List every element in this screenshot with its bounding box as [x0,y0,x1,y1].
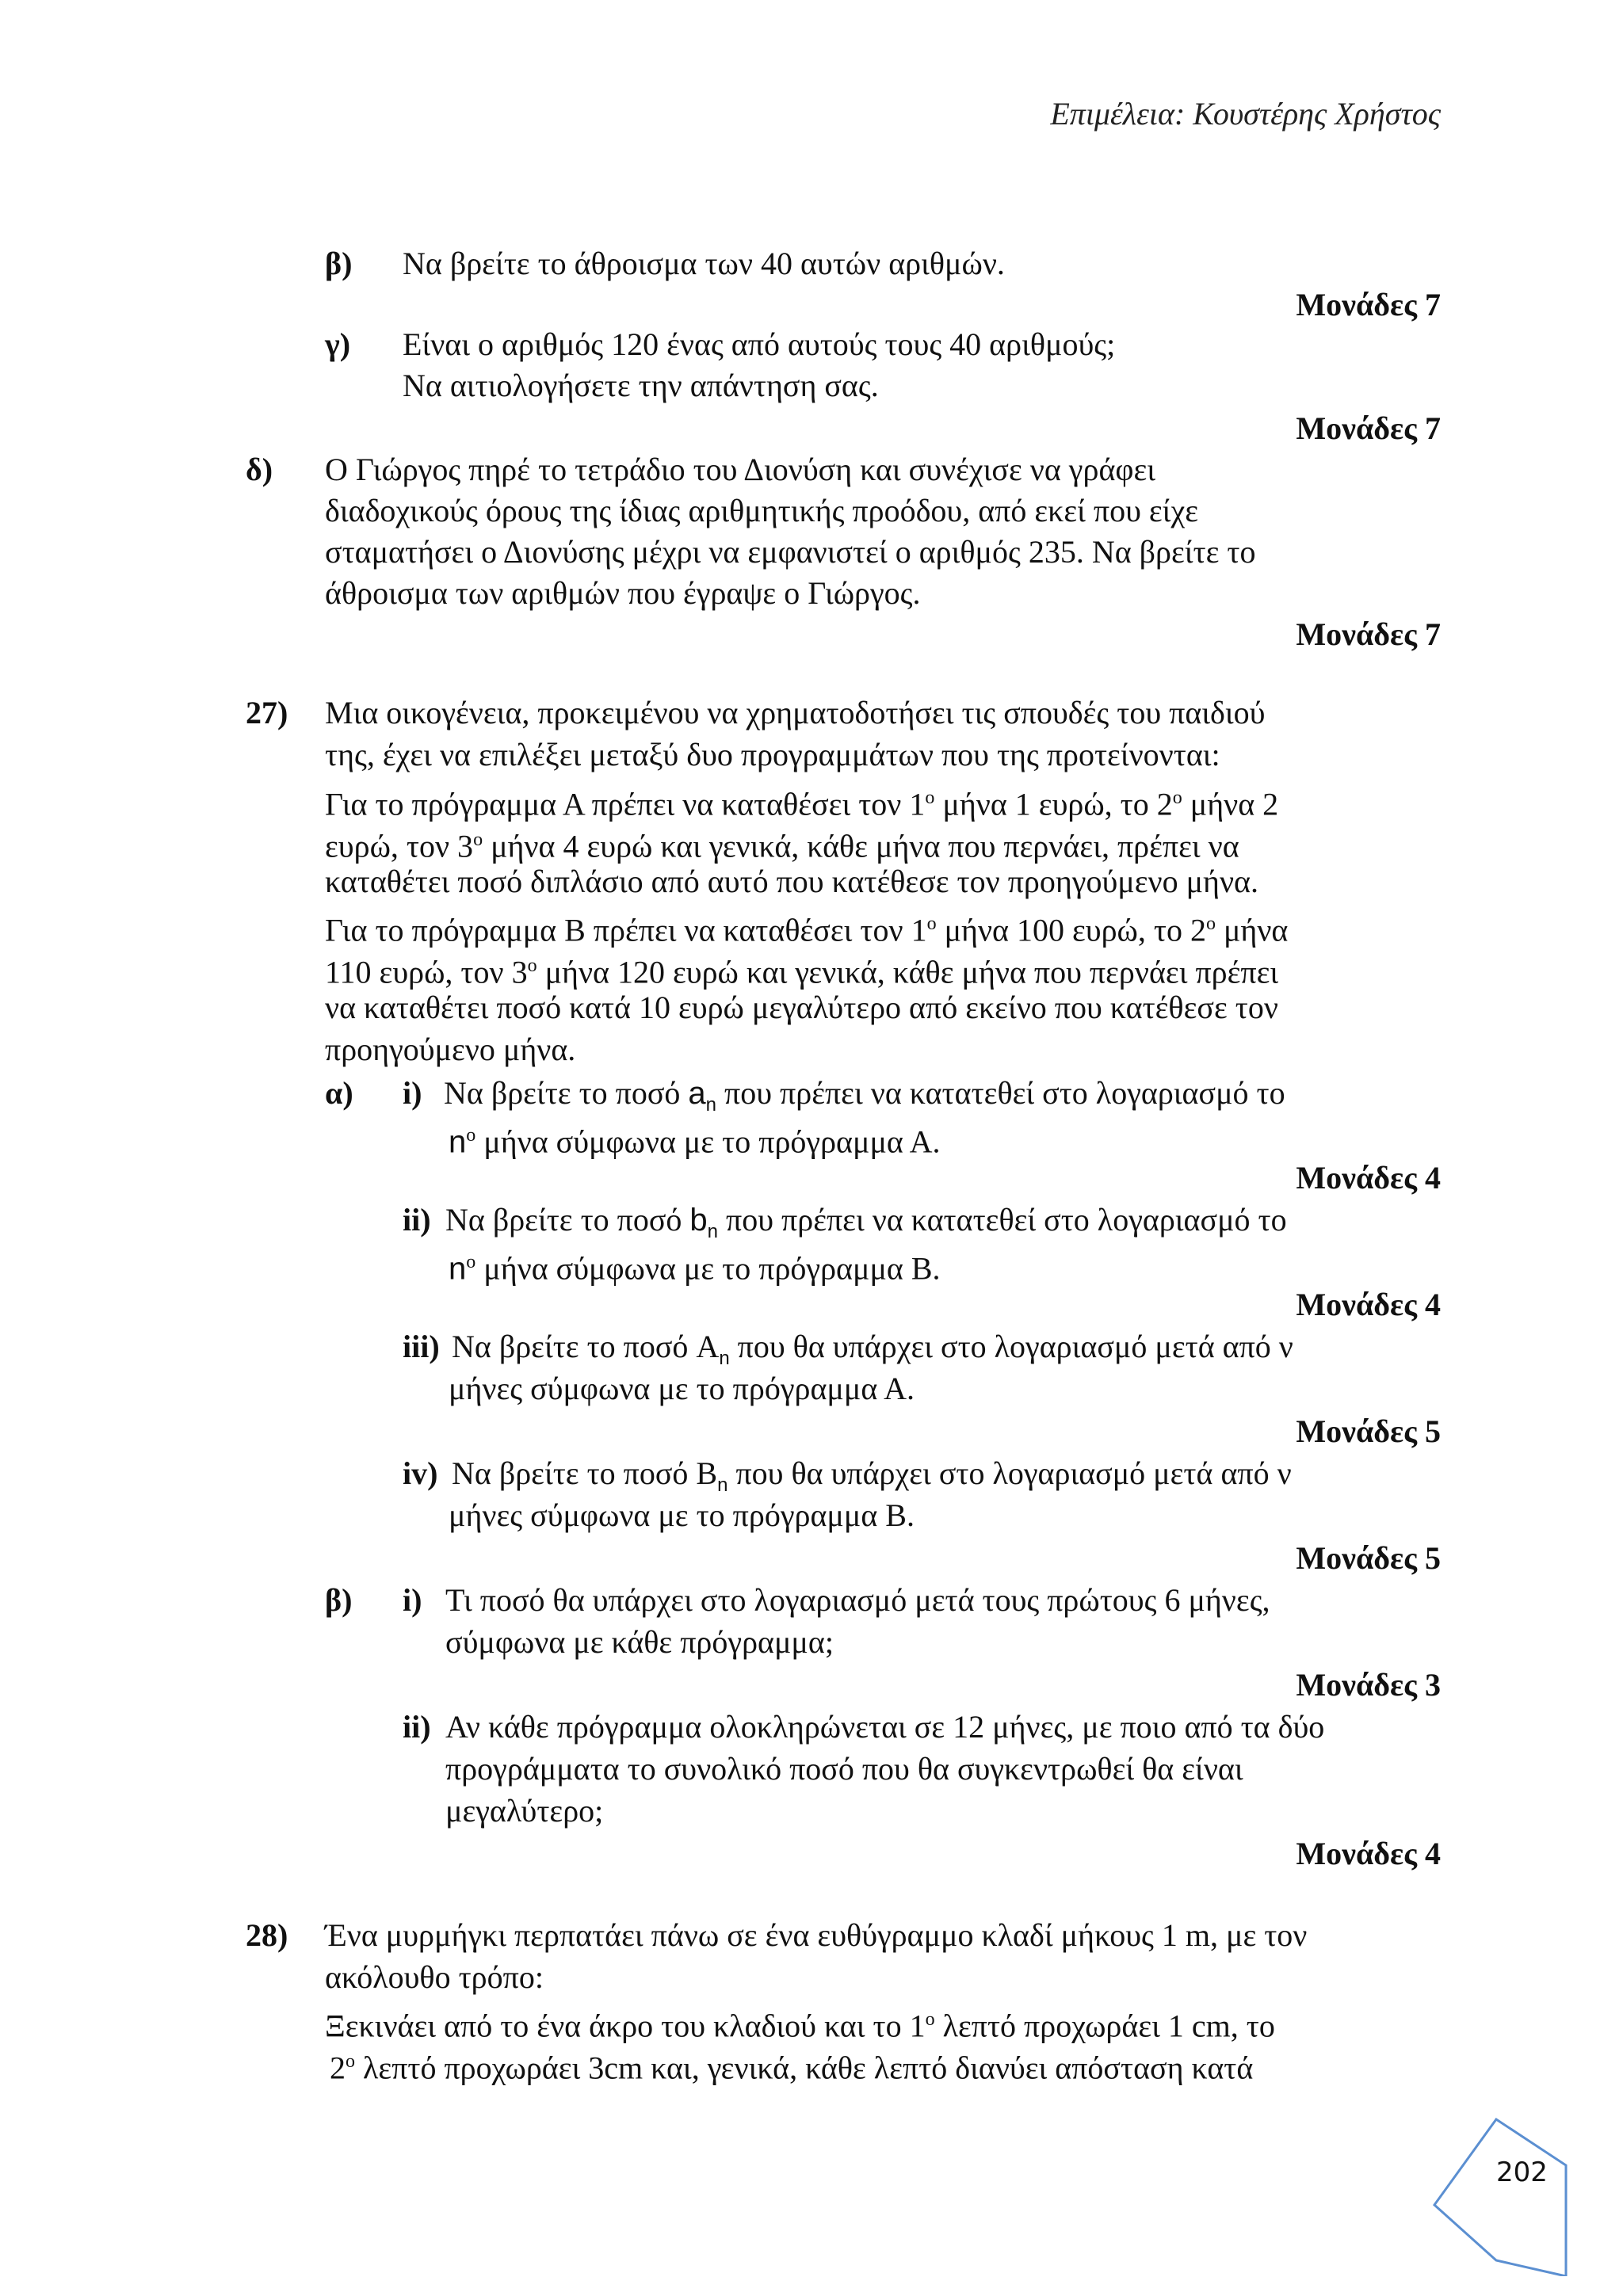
q27-b-i-marks: Μονάδες 3 [1296,1667,1441,1703]
page-number-badge [1433,2118,1575,2276]
q27-progB-line4: προηγούμενο μήνα. [325,1032,576,1067]
q26-g-marks: Μονάδες 7 [1296,410,1441,446]
q26-d-line: διαδοχικούς όρους της ίδιας αριθμητικής προόδου, από εκεί που είχε [325,493,1198,528]
q28-line1: Ένα μυρμήγκι περπατάει πάνω σε ένα ευθύγραμμο κλαδί μήκους 1 m, με τον [325,1917,1308,1953]
page-number: 202 [1496,2157,1548,2188]
q27-b-ii-line2: προγράμματα το συνολικό ποσό που θα συγκεντρωθεί θα είναι [445,1751,1243,1787]
q27-a-i-label: i) [403,1075,422,1111]
q27-a-iv-label: iv) [403,1455,438,1491]
q27-a-i-marks: Μονάδες 4 [1296,1160,1441,1196]
q28-line3: Ξεκινάει από το ένα άκρο του κλαδιού και το $1^o$ λεπτό προχωράει 1 cm, το [325,2008,1275,2044]
q27-progB-line3: να καταθέτει ποσό κατά 10 ευρώ μεγαλύτερο από εκείνο που κατέθεσε τον [325,990,1278,1025]
q27-a-ii-marks: Μονάδες 4 [1296,1287,1441,1322]
q27-a-i-text: Να βρείτε το ποσό $a_n$ που πρέπει να κατατεθεί στο λογαριασμό το [444,1075,1285,1116]
q27-a-i-line2: $n^o$ μήνα σύμφωνα με το πρόγραμμα Α. [449,1123,941,1160]
q27-intro-line: Μια οικογένεια, προκειμένου να χρηματοδοτήσει τις σπουδές του παιδιού [325,695,1266,730]
q26-d-line: Ο Γιώργος πηρέ το τετράδιο του Διονύση και συνέχισε να γράφει [325,452,1156,487]
q27-progA-line3: καταθέτει ποσό διπλάσιο από αυτό που κατέθεσε τον προηγούμενο μήνα. [325,864,1259,899]
editor-header: Επιμέλεια: Κουστέρης Χρήστος [1050,96,1441,132]
q27-progB-line2: 110 ευρώ, τον $3^o$ μήνα 120 ευρώ και γενικά, κάθε μήνα που περνάει πρέπει [325,954,1279,990]
q27-progA-line2: ευρώ, τον $3^o$ μήνα 4 ευρώ και γενικά, κάθε μήνα που περνάει, πρέπει να [325,828,1239,864]
q26-d-line: άθροισμα των αριθμών που έγραψε ο Γιώργος. [325,575,921,611]
q26-d-line: σταματήσει ο Διονύσης μέχρι να εμφανιστεί ο αριθμός 235. Να βρείτε το [325,534,1256,570]
q26-d-label: δ) [246,452,273,487]
q26-g-line1: Είναι ο αριθμός 120 ένας από αυτούς τους 40 αριθμούς; [403,326,1116,362]
q27-progB-line1: Για το πρόγραμμα Β πρέπει να καταθέσει τον $1^o$ μήνα 100 ευρώ, το $2^o$ μήνα [325,912,1289,948]
q27-a-iii-text: Να βρείτε το ποσό $A_n$ που θα υπάρχει στο λογαριασμό μετά από ν [452,1329,1293,1369]
q27-b-i-line2: σύμφωνα με κάθε πρόγραμμα; [445,1624,834,1660]
q27-b-label: β) [325,1582,353,1618]
q27-number: 27) [246,695,288,730]
q26-b-marks: Μονάδες 7 [1296,287,1441,322]
q27-b-ii-label: ii) [403,1709,431,1745]
q27-b-ii-marks: Μονάδες 4 [1296,1836,1441,1871]
q28-line2: ακόλουθο τρόπο: [325,1959,544,1995]
q28-line4: $2^o$ λεπτό προχωράει 3cm και, γενικά, κάθε λεπτό διανύει απόσταση κατά [330,2050,1254,2086]
q28-number: 28) [246,1917,288,1953]
q27-a-iv-text: Να βρείτε το ποσό $B_n$ που θα υπάρχει στο λογαριασμό μετά από ν [452,1455,1292,1496]
q27-a-ii-line2: $n^o$ μήνα σύμφωνα με το πρόγραμμα Β. [449,1250,941,1287]
q27-a-iii-line2: μήνες σύμφωνα με το πρόγραμμα Α. [449,1371,915,1406]
q27-a-label: α) [325,1075,353,1111]
q27-intro-line: της, έχει να επιλέξει μεταξύ δυο προγραμμάτων που της προτείνονται: [325,737,1220,772]
q27-progA-line1: Για το πρόγραμμα Α πρέπει να καταθέσει τον $1^o$ μήνα 1 ευρώ, το $2^o$ μήνα 2 [325,786,1279,822]
q26-d-marks: Μονάδες 7 [1296,616,1441,652]
q27-b-i-line1: Τι ποσό θα υπάρχει στο λογαριασμό μετά τους πρώτους 6 μήνες, [445,1582,1270,1618]
q27-a-iii-label: iii) [403,1329,440,1364]
q27-b-ii-line3: μεγαλύτερο; [445,1793,604,1829]
q26-g-line2: Να αιτιολογήσετε την απάντηση σας. [403,368,879,403]
q26-b-text: Να βρείτε το άθροισμα των 40 αυτών αριθμών. [403,246,1005,281]
q27-b-ii-line1: Αν κάθε πρόγραμμα ολοκληρώνεται σε 12 μήνες, με ποιο από τα δύο [445,1709,1325,1745]
q27-a-iii-marks: Μονάδες 5 [1296,1413,1441,1449]
q27-b-i-label: i) [403,1582,422,1618]
q27-a-ii-text: Να βρείτε το ποσό $b_n$ που πρέπει να κατατεθεί στο λογαριασμό το [445,1202,1287,1242]
q26-g-label: γ) [325,326,351,362]
q27-a-iv-marks: Μονάδες 5 [1296,1540,1441,1576]
q26-b-label: β) [325,246,353,281]
q27-a-ii-label: ii) [403,1202,431,1238]
q27-a-iv-line2: μήνες σύμφωνα με το πρόγραμμα Β. [449,1497,915,1533]
